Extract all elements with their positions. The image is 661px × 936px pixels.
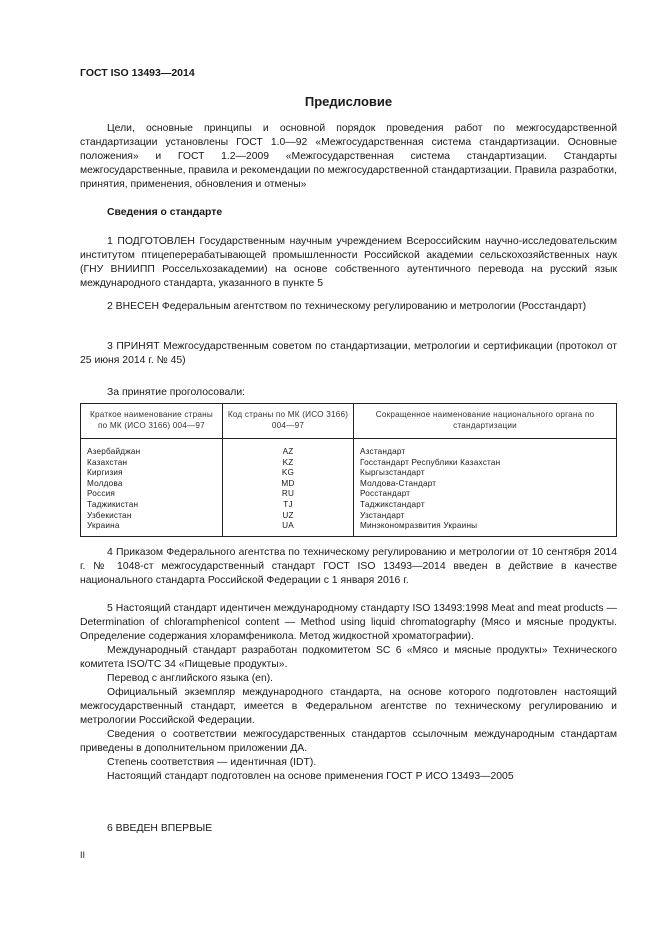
item-5-official-copy: Официальный экземпляр международного стандарта, на основе которого подготовлен настоящий межгосударственный стандарт, имеется в Федеральном агентстве по техническому регулированию и метрологии Российской Федерации. (80, 687, 617, 726)
table-row (81, 500, 617, 511)
item-6: 6 ВВЕДЕН ВПЕРВЫЕ (107, 823, 213, 834)
cell-body: Азстандарт (354, 439, 617, 458)
table-row (81, 489, 617, 500)
cell-body: Таджикстандарт (354, 500, 617, 511)
section-heading: Сведения о стандарте (107, 207, 223, 218)
col-header-code: Код страны по МК (ИСО 3166) 004—97 (223, 404, 354, 439)
item-1: 1 ПОДГОТОВЛЕН Государственным научным учреждением Всероссийским научно-исследовательским институтом птицеперерабатывающей промышленности Российской академии сельскохозяйственных наук (ГНУ ВНИИПП Россельхозакадемии) на основе собственного аутентичного перевода на русский язык международного стандарта, указанного в пункте 5 (80, 236, 617, 289)
cell-code: KG (223, 468, 354, 479)
cell-country: Россия (81, 489, 223, 500)
cell-code: UZ (223, 511, 354, 522)
item-5-basis: Настоящий стандарт подготовлен на основе применения ГОСТ Р ИСО 13493—2005 (107, 771, 514, 782)
table-row (81, 479, 617, 490)
cell-code: RU (223, 489, 354, 500)
cell-country: Киргизия (81, 468, 223, 479)
cell-code: AZ (223, 439, 354, 458)
cell-body: Узстандарт (354, 511, 617, 522)
cell-body: Росстандарт (354, 489, 617, 500)
cell-body: Госстандарт Республики Казахстан (354, 458, 617, 469)
col-header-body: Сокращенное наименование национального органа по стандартизации (354, 404, 617, 439)
cell-body: Минэкономразвития Украины (354, 521, 617, 536)
cell-country: Молдова (81, 479, 223, 490)
document-code: ГОСТ ISO 13493—2014 (80, 67, 195, 79)
item-5-translation: Перевод с английского языка (en). (107, 673, 274, 684)
table-row (81, 521, 617, 536)
table-row (81, 511, 617, 522)
item-2: 2 ВНЕСЕН Федеральным агентством по техническому регулированию и метрологии (Росстандарт) (107, 301, 587, 312)
voting-table (80, 403, 617, 537)
item-5: 5 Настоящий стандарт идентичен международному стандарту ISO 13493:1998 Meat and meat products — Determination of chloramphenicol content — Method using liquid chromatography (Мясо и мясные продукты. Определение содержания хлорамфеникола. Метод жидкостной хроматографии). (80, 603, 617, 642)
item-4: 4 Приказом Федерального агентства по техническому регулированию и метрологии от 10 сентября 2014 г. № 1048-ст межгосударственный стандарт ГОСТ ISO 13493—2014 введен в действие в качестве национального стандарта Российской Федерации с 1 января 2016 г. (80, 547, 617, 586)
cell-code: KZ (223, 458, 354, 469)
cell-country: Азербайджан (81, 439, 223, 458)
cell-country: Таджикистан (81, 500, 223, 511)
cell-code: TJ (223, 500, 354, 511)
page-number: II (80, 850, 86, 860)
item-5-committee: Международный стандарт разработан подкомитетом SC 6 «Мясо и мясные продукты» Технического комитета ISO/TC 34 «Пищевые продукты». (80, 645, 617, 670)
cell-country: Казахстан (81, 458, 223, 469)
cell-code: MD (223, 479, 354, 490)
table-row (81, 458, 617, 469)
col-header-country: Краткое наименование страны по МК (ИСО 3166) 004—97 (81, 404, 223, 439)
cell-country: Украина (81, 521, 223, 536)
item-3: 3 ПРИНЯТ Межгосударственным советом по стандартизации, метрологии и сертификации (протокол от 25 июня 2014 г. № 45) (80, 341, 617, 366)
item-5-degree: Степень соответствия — идентичная (IDT). (107, 757, 317, 768)
cell-code: UA (223, 521, 354, 536)
vote-label: За принятие проголосовали: (107, 387, 246, 398)
intro-paragraph: Цели, основные принципы и основной порядок проведения работ по межгосударственной стандартизации установлены ГОСТ 1.0—92 «Межгосударственная система стандартизации. Основные положения» и ГОСТ 1.2—2009 «Межгосударственная система стандартизации. Стандарты межгосударственные, правила и рекомендации по межгосударственной стандартизации. Правила разработки, принятия, применения, обновления и отмены» (80, 123, 617, 190)
table-row (81, 439, 617, 458)
page-title: Предисловие (304, 94, 393, 109)
cell-country: Узбекистан (81, 511, 223, 522)
cell-body: Кыргызстандарт (354, 468, 617, 479)
cell-body: Молдова-Стандарт (354, 479, 617, 490)
table-row (81, 468, 617, 479)
item-5-references: Сведения о соответствии межгосударственных стандартов ссылочным международным стандартам приведены в дополнительном приложении ДА. (80, 729, 617, 754)
